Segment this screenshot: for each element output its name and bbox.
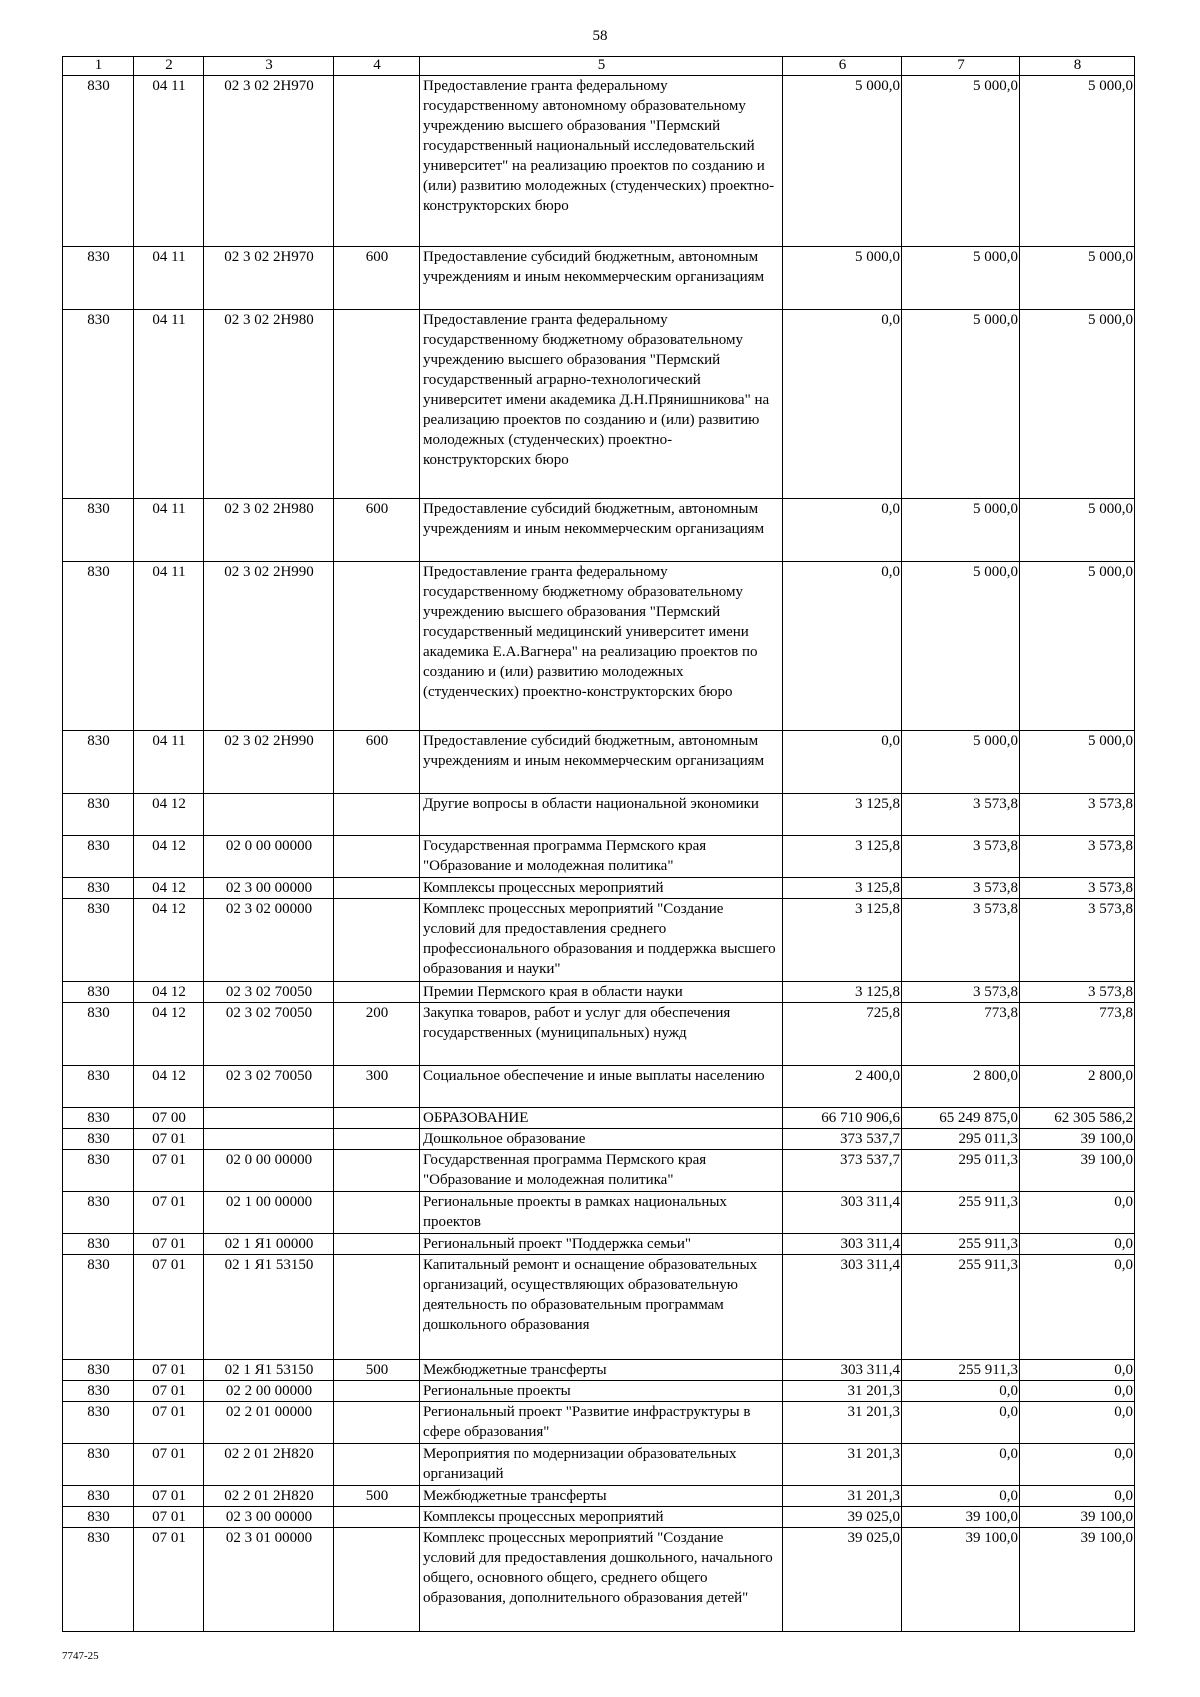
cell-amount-year2: 295 011,3 xyxy=(902,1129,1020,1150)
cell-expense-type xyxy=(334,1255,420,1360)
cell-target-article xyxy=(204,1129,334,1150)
cell-amount-year3: 5 000,0 xyxy=(1020,247,1135,310)
cell-section-code: 04 12 xyxy=(134,878,204,899)
cell-expense-type xyxy=(334,1150,420,1192)
cell-target-article: 02 2 01 00000 xyxy=(204,1402,334,1444)
cell-admin-code: 830 xyxy=(63,878,134,899)
cell-amount-year1: 5 000,0 xyxy=(783,247,902,310)
cell-admin-code: 830 xyxy=(63,1150,134,1192)
cell-amount-year1: 3 125,8 xyxy=(783,836,902,878)
table-row xyxy=(63,794,1135,836)
cell-target-article: 02 0 00 00000 xyxy=(204,836,334,878)
cell-admin-code: 830 xyxy=(63,1066,134,1108)
table-row xyxy=(63,76,1135,247)
cell-description: Предоставление гранта федеральному государственному автономному образовательному учреждению высшего образования "Пермский государственный национальный исследовательский университет" на реализацию проектов по созданию и (или) развитию молодежных (студенческих) проектно-конструкторских бюро xyxy=(420,76,783,247)
column-header: 5 xyxy=(420,57,783,76)
cell-expense-type: 200 xyxy=(334,1003,420,1066)
cell-expense-type xyxy=(334,899,420,982)
cell-admin-code: 830 xyxy=(63,562,134,731)
table-row xyxy=(63,1129,1135,1150)
cell-target-article: 02 1 00 00000 xyxy=(204,1192,334,1234)
cell-amount-year1: 0,0 xyxy=(783,310,902,499)
cell-expense-type xyxy=(334,1381,420,1402)
table-row xyxy=(63,731,1135,794)
cell-expense-type: 600 xyxy=(334,499,420,562)
column-header: 3 xyxy=(204,57,334,76)
budget-table xyxy=(62,56,1135,1632)
cell-target-article: 02 2 01 2Н820 xyxy=(204,1486,334,1507)
column-header: 1 xyxy=(63,57,134,76)
cell-section-code: 07 01 xyxy=(134,1528,204,1632)
cell-admin-code: 830 xyxy=(63,1507,134,1528)
cell-admin-code: 830 xyxy=(63,1444,134,1486)
cell-amount-year1: 31 201,3 xyxy=(783,1381,902,1402)
cell-amount-year3: 39 100,0 xyxy=(1020,1150,1135,1192)
cell-amount-year3: 0,0 xyxy=(1020,1360,1135,1381)
cell-amount-year2: 3 573,8 xyxy=(902,794,1020,836)
cell-amount-year2: 255 911,3 xyxy=(902,1192,1020,1234)
cell-amount-year1: 39 025,0 xyxy=(783,1507,902,1528)
cell-amount-year1: 303 311,4 xyxy=(783,1360,902,1381)
cell-expense-type xyxy=(334,878,420,899)
cell-amount-year1: 373 537,7 xyxy=(783,1150,902,1192)
cell-target-article: 02 1 Я1 53150 xyxy=(204,1360,334,1381)
cell-section-code: 04 12 xyxy=(134,899,204,982)
cell-amount-year3: 0,0 xyxy=(1020,1381,1135,1402)
cell-description: Межбюджетные трансферты xyxy=(420,1360,783,1381)
cell-amount-year1: 5 000,0 xyxy=(783,76,902,247)
cell-section-code: 04 11 xyxy=(134,562,204,731)
cell-target-article xyxy=(204,794,334,836)
cell-expense-type xyxy=(334,1192,420,1234)
table-row xyxy=(63,899,1135,982)
cell-admin-code: 830 xyxy=(63,1129,134,1150)
cell-amount-year1: 0,0 xyxy=(783,731,902,794)
cell-section-code: 07 01 xyxy=(134,1234,204,1255)
cell-amount-year1: 39 025,0 xyxy=(783,1528,902,1632)
cell-amount-year3: 5 000,0 xyxy=(1020,310,1135,499)
cell-amount-year3: 0,0 xyxy=(1020,1255,1135,1360)
table-row xyxy=(63,1066,1135,1108)
cell-section-code: 04 11 xyxy=(134,76,204,247)
cell-amount-year1: 66 710 906,6 xyxy=(783,1108,902,1129)
cell-amount-year2: 5 000,0 xyxy=(902,499,1020,562)
cell-admin-code: 830 xyxy=(63,1192,134,1234)
cell-amount-year2: 255 911,3 xyxy=(902,1360,1020,1381)
cell-target-article: 02 3 02 70050 xyxy=(204,1066,334,1108)
cell-amount-year2: 3 573,8 xyxy=(902,836,1020,878)
cell-admin-code: 830 xyxy=(63,794,134,836)
cell-section-code: 07 01 xyxy=(134,1129,204,1150)
table-row xyxy=(63,1507,1135,1528)
cell-description: Региональные проекты xyxy=(420,1381,783,1402)
cell-description: Социальное обеспечение и иные выплаты населению xyxy=(420,1066,783,1108)
cell-expense-type xyxy=(334,1402,420,1444)
cell-section-code: 04 12 xyxy=(134,1003,204,1066)
cell-amount-year3: 3 573,8 xyxy=(1020,899,1135,982)
cell-amount-year2: 0,0 xyxy=(902,1381,1020,1402)
cell-description: Предоставление гранта федеральному государственному бюджетному образовательному учреждению высшего образования "Пермский государственный медицинский университет имени академика Е.А.Вагнера" на реализацию проектов по созданию и (или) развитию молодежных (студенческих) проектно-конструкторских бюро xyxy=(420,562,783,731)
cell-section-code: 04 12 xyxy=(134,982,204,1003)
table-row xyxy=(63,836,1135,878)
cell-section-code: 07 01 xyxy=(134,1402,204,1444)
cell-expense-type xyxy=(334,1528,420,1632)
cell-target-article: 02 3 02 00000 xyxy=(204,899,334,982)
cell-expense-type xyxy=(334,1234,420,1255)
column-header: 7 xyxy=(902,57,1020,76)
cell-admin-code: 830 xyxy=(63,1381,134,1402)
cell-admin-code: 830 xyxy=(63,982,134,1003)
cell-section-code: 07 01 xyxy=(134,1381,204,1402)
footer-code: 7747-25 xyxy=(62,1650,99,1662)
cell-admin-code: 830 xyxy=(63,499,134,562)
table-row xyxy=(63,1381,1135,1402)
cell-expense-type: 600 xyxy=(334,247,420,310)
table-row xyxy=(63,1528,1135,1632)
cell-section-code: 07 01 xyxy=(134,1360,204,1381)
cell-expense-type xyxy=(334,794,420,836)
cell-amount-year2: 5 000,0 xyxy=(902,76,1020,247)
cell-target-article: 02 3 02 2Н990 xyxy=(204,731,334,794)
cell-amount-year1: 303 311,4 xyxy=(783,1192,902,1234)
cell-amount-year3: 3 573,8 xyxy=(1020,794,1135,836)
cell-description: Дошкольное образование xyxy=(420,1129,783,1150)
cell-amount-year3: 0,0 xyxy=(1020,1192,1135,1234)
cell-amount-year1: 2 400,0 xyxy=(783,1066,902,1108)
cell-admin-code: 830 xyxy=(63,899,134,982)
cell-amount-year1: 0,0 xyxy=(783,562,902,731)
table-body xyxy=(63,76,1135,1632)
cell-admin-code: 830 xyxy=(63,1108,134,1129)
column-header: 6 xyxy=(783,57,902,76)
cell-description: Предоставление субсидий бюджетным, автономным учреждениям и иным некоммерческим организациям xyxy=(420,731,783,794)
cell-amount-year1: 303 311,4 xyxy=(783,1234,902,1255)
cell-amount-year2: 0,0 xyxy=(902,1402,1020,1444)
cell-section-code: 07 01 xyxy=(134,1192,204,1234)
cell-amount-year2: 5 000,0 xyxy=(902,562,1020,731)
cell-expense-type xyxy=(334,310,420,499)
cell-amount-year2: 255 911,3 xyxy=(902,1255,1020,1360)
cell-amount-year3: 5 000,0 xyxy=(1020,499,1135,562)
table-row xyxy=(63,1360,1135,1381)
cell-admin-code: 830 xyxy=(63,76,134,247)
column-header: 4 xyxy=(334,57,420,76)
cell-amount-year1: 373 537,7 xyxy=(783,1129,902,1150)
table-row xyxy=(63,247,1135,310)
cell-amount-year3: 3 573,8 xyxy=(1020,878,1135,899)
cell-expense-type xyxy=(334,76,420,247)
cell-section-code: 07 01 xyxy=(134,1444,204,1486)
column-number-row xyxy=(63,57,1135,76)
cell-target-article: 02 3 02 2Н980 xyxy=(204,310,334,499)
cell-target-article: 02 3 02 70050 xyxy=(204,982,334,1003)
cell-section-code: 07 01 xyxy=(134,1255,204,1360)
column-header: 8 xyxy=(1020,57,1135,76)
cell-target-article: 02 3 01 00000 xyxy=(204,1528,334,1632)
table-row xyxy=(63,1108,1135,1129)
cell-section-code: 04 11 xyxy=(134,731,204,794)
cell-amount-year2: 3 573,8 xyxy=(902,982,1020,1003)
cell-amount-year2: 3 573,8 xyxy=(902,899,1020,982)
cell-amount-year3: 773,8 xyxy=(1020,1003,1135,1066)
cell-amount-year2: 0,0 xyxy=(902,1444,1020,1486)
cell-description: Комплексы процессных мероприятий xyxy=(420,878,783,899)
table-row xyxy=(63,1192,1135,1234)
cell-description: Комплексы процессных мероприятий xyxy=(420,1507,783,1528)
cell-amount-year1: 303 311,4 xyxy=(783,1255,902,1360)
cell-section-code: 07 01 xyxy=(134,1486,204,1507)
cell-target-article: 02 1 Я1 53150 xyxy=(204,1255,334,1360)
cell-expense-type xyxy=(334,1444,420,1486)
cell-amount-year2: 65 249 875,0 xyxy=(902,1108,1020,1129)
cell-section-code: 04 12 xyxy=(134,836,204,878)
cell-target-article: 02 3 02 70050 xyxy=(204,1003,334,1066)
cell-admin-code: 830 xyxy=(63,1528,134,1632)
cell-admin-code: 830 xyxy=(63,731,134,794)
cell-target-article: 02 2 01 2Н820 xyxy=(204,1444,334,1486)
cell-section-code: 04 11 xyxy=(134,499,204,562)
cell-amount-year3: 0,0 xyxy=(1020,1234,1135,1255)
cell-admin-code: 830 xyxy=(63,310,134,499)
cell-target-article: 02 1 Я1 00000 xyxy=(204,1234,334,1255)
cell-amount-year3: 39 100,0 xyxy=(1020,1528,1135,1632)
table-row xyxy=(63,499,1135,562)
cell-amount-year2: 5 000,0 xyxy=(902,310,1020,499)
cell-admin-code: 830 xyxy=(63,1234,134,1255)
cell-description: Государственная программа Пермского края "Образование и молодежная политика" xyxy=(420,1150,783,1192)
cell-amount-year2: 5 000,0 xyxy=(902,731,1020,794)
cell-amount-year1: 3 125,8 xyxy=(783,982,902,1003)
cell-admin-code: 830 xyxy=(63,1402,134,1444)
table-row xyxy=(63,1234,1135,1255)
cell-expense-type xyxy=(334,1129,420,1150)
cell-amount-year3: 3 573,8 xyxy=(1020,836,1135,878)
cell-section-code: 07 01 xyxy=(134,1507,204,1528)
cell-description: Другие вопросы в области национальной экономики xyxy=(420,794,783,836)
cell-amount-year3: 5 000,0 xyxy=(1020,76,1135,247)
cell-amount-year2: 255 911,3 xyxy=(902,1234,1020,1255)
cell-amount-year2: 39 100,0 xyxy=(902,1507,1020,1528)
cell-description: Межбюджетные трансферты xyxy=(420,1486,783,1507)
cell-amount-year3: 0,0 xyxy=(1020,1486,1135,1507)
cell-expense-type: 500 xyxy=(334,1486,420,1507)
cell-admin-code: 830 xyxy=(63,836,134,878)
cell-amount-year3: 39 100,0 xyxy=(1020,1507,1135,1528)
cell-description: Комплекс процессных мероприятий "Создание условий для предоставления дошкольного, начального общего, основного общего, среднего общего образования, дополнительного образования детей" xyxy=(420,1528,783,1632)
cell-amount-year3: 0,0 xyxy=(1020,1402,1135,1444)
cell-target-article: 02 3 02 2Н970 xyxy=(204,247,334,310)
cell-admin-code: 830 xyxy=(63,1003,134,1066)
cell-amount-year2: 295 011,3 xyxy=(902,1150,1020,1192)
cell-description: Предоставление гранта федеральному государственному бюджетному образовательному учреждению высшего образования "Пермский государственный аграрно-технологический университет имени академика Д.Н.Прянишникова" на реализацию проектов по созданию и (или) развитию молодежных (студенческих) проектно-конструкторских бюро xyxy=(420,310,783,499)
cell-expense-type xyxy=(334,982,420,1003)
cell-amount-year2: 3 573,8 xyxy=(902,878,1020,899)
cell-expense-type: 500 xyxy=(334,1360,420,1381)
cell-expense-type: 600 xyxy=(334,731,420,794)
table-row xyxy=(63,310,1135,499)
cell-section-code: 04 11 xyxy=(134,310,204,499)
cell-description: Премии Пермского края в области науки xyxy=(420,982,783,1003)
cell-expense-type xyxy=(334,836,420,878)
cell-amount-year1: 31 201,3 xyxy=(783,1402,902,1444)
cell-amount-year3: 0,0 xyxy=(1020,1444,1135,1486)
cell-target-article: 02 3 00 00000 xyxy=(204,1507,334,1528)
cell-amount-year2: 39 100,0 xyxy=(902,1528,1020,1632)
table-row xyxy=(63,1444,1135,1486)
cell-description: Региональный проект "Развитие инфраструктуры в сфере образования" xyxy=(420,1402,783,1444)
table-row xyxy=(63,1003,1135,1066)
cell-amount-year1: 3 125,8 xyxy=(783,899,902,982)
table-row xyxy=(63,1255,1135,1360)
cell-description: Закупка товаров, работ и услуг для обеспечения государственных (муниципальных) нужд xyxy=(420,1003,783,1066)
cell-description: Региональный проект "Поддержка семьи" xyxy=(420,1234,783,1255)
cell-amount-year2: 5 000,0 xyxy=(902,247,1020,310)
cell-amount-year1: 3 125,8 xyxy=(783,794,902,836)
page-number: 58 xyxy=(592,28,608,44)
cell-admin-code: 830 xyxy=(63,247,134,310)
cell-description: Предоставление субсидий бюджетным, автономным учреждениям и иным некоммерческим организациям xyxy=(420,499,783,562)
cell-amount-year3: 2 800,0 xyxy=(1020,1066,1135,1108)
cell-amount-year3: 5 000,0 xyxy=(1020,731,1135,794)
cell-description: ОБРАЗОВАНИЕ xyxy=(420,1108,783,1129)
cell-amount-year1: 725,8 xyxy=(783,1003,902,1066)
cell-amount-year2: 0,0 xyxy=(902,1486,1020,1507)
cell-amount-year3: 39 100,0 xyxy=(1020,1129,1135,1150)
cell-target-article: 02 0 00 00000 xyxy=(204,1150,334,1192)
cell-section-code: 04 12 xyxy=(134,1066,204,1108)
cell-amount-year3: 3 573,8 xyxy=(1020,982,1135,1003)
cell-amount-year1: 3 125,8 xyxy=(783,878,902,899)
cell-amount-year1: 31 201,3 xyxy=(783,1444,902,1486)
cell-description: Мероприятия по модернизации образовательных организаций xyxy=(420,1444,783,1486)
cell-target-article: 02 2 00 00000 xyxy=(204,1381,334,1402)
cell-section-code: 04 12 xyxy=(134,794,204,836)
cell-admin-code: 830 xyxy=(63,1255,134,1360)
cell-expense-type xyxy=(334,1108,420,1129)
table-row xyxy=(63,1486,1135,1507)
cell-amount-year3: 62 305 586,2 xyxy=(1020,1108,1135,1129)
table-row xyxy=(63,1402,1135,1444)
cell-target-article: 02 3 02 2Н990 xyxy=(204,562,334,731)
column-header: 2 xyxy=(134,57,204,76)
table-row xyxy=(63,562,1135,731)
cell-section-code: 07 00 xyxy=(134,1108,204,1129)
cell-admin-code: 830 xyxy=(63,1360,134,1381)
cell-amount-year2: 773,8 xyxy=(902,1003,1020,1066)
cell-target-article xyxy=(204,1108,334,1129)
cell-amount-year3: 5 000,0 xyxy=(1020,562,1135,731)
cell-expense-type xyxy=(334,562,420,731)
cell-description: Региональные проекты в рамках национальных проектов xyxy=(420,1192,783,1234)
table-row xyxy=(63,1150,1135,1192)
table-row xyxy=(63,878,1135,899)
cell-amount-year1: 31 201,3 xyxy=(783,1486,902,1507)
cell-expense-type xyxy=(334,1507,420,1528)
cell-description: Комплекс процессных мероприятий "Создание условий для предоставления среднего профессионального образования и поддержка высшего образования и науки" xyxy=(420,899,783,982)
cell-section-code: 07 01 xyxy=(134,1150,204,1192)
cell-target-article: 02 3 00 00000 xyxy=(204,878,334,899)
cell-target-article: 02 3 02 2Н980 xyxy=(204,499,334,562)
cell-description: Капитальный ремонт и оснащение образовательных организаций, осуществляющих образовательную деятельность по образовательным программам дошкольного образования xyxy=(420,1255,783,1360)
cell-amount-year1: 0,0 xyxy=(783,499,902,562)
cell-admin-code: 830 xyxy=(63,1486,134,1507)
cell-amount-year2: 2 800,0 xyxy=(902,1066,1020,1108)
cell-target-article: 02 3 02 2Н970 xyxy=(204,76,334,247)
cell-section-code: 04 11 xyxy=(134,247,204,310)
cell-description: Государственная программа Пермского края "Образование и молодежная политика" xyxy=(420,836,783,878)
cell-expense-type: 300 xyxy=(334,1066,420,1108)
table-row xyxy=(63,982,1135,1003)
cell-description: Предоставление субсидий бюджетным, автономным учреждениям и иным некоммерческим организациям xyxy=(420,247,783,310)
